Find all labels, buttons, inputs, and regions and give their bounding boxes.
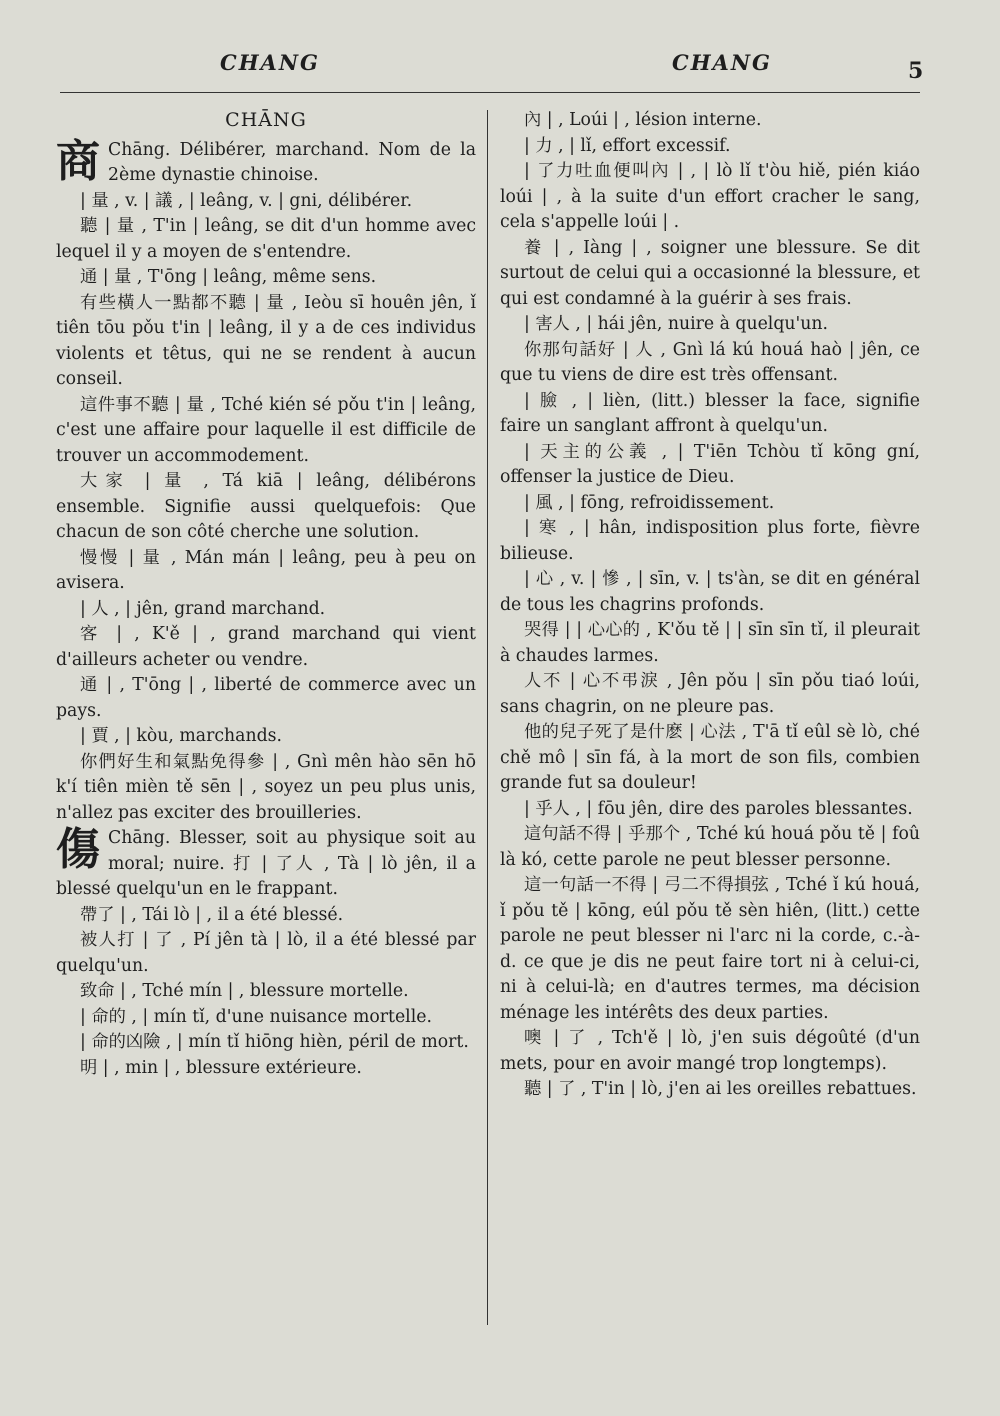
dictionary-entry [500, 1077, 920, 1103]
entry-text: | 害人 , | hái jên, nuire à quelqu'un. [524, 314, 829, 334]
dictionary-entry [56, 750, 476, 827]
entry-text: 噢 | 了 , Tch'ě | lò, j'en suis dégoûté (d'un mets, pour en avoir mangé trop longtemps). [500, 1028, 920, 1074]
dictionary-entry [500, 797, 920, 823]
dictionary-entry [500, 1026, 920, 1077]
entry-text: 慢慢 | 量 , Mán mán | leâng, peu à peu on avisera. [56, 547, 476, 593]
dictionary-entry [56, 673, 476, 724]
entry-text: 客 | , K'ě | , grand marchand qui vient d'ailleurs acheter ou vendre. [56, 624, 476, 670]
dictionary-entry [500, 312, 920, 338]
entry-text: | 天主的公義 , | T'iēn Tchòu tǐ kōng gní, offenser la justice de Dieu. [500, 441, 920, 487]
entry-text: | 量 , v. | 議 , | leâng, v. | gni, délibérer. [80, 190, 413, 211]
dictionary-entry [56, 826, 476, 903]
entry-text: 養 | , Iàng | , soigner une blessure. Se dit surtout de celui qui a occasionné la blessure, et qui est condamné à la guérir à ses frais. [500, 237, 920, 309]
dictionary-entry [56, 903, 476, 929]
dictionary-entry [500, 873, 920, 1026]
entry-text: 哭得 | | 心心的 , K'ǒu tě | | sīn sīn tǐ, il pleurait à chaudes larmes. [500, 620, 920, 666]
dictionary-entry [500, 822, 920, 873]
dictionary-entry [500, 516, 920, 567]
entry-text: 明 | , min | , blessure extérieure. [80, 1057, 362, 1078]
dictionary-entry [56, 928, 476, 979]
entry-text: | 力 , | lǐ, effort excessif. [524, 135, 731, 156]
dictionary-entry [500, 669, 920, 720]
dictionary-entry [56, 1005, 476, 1031]
left-column [56, 108, 476, 1081]
entry-text: 你那句話好 | 人 , Gnì lá kú houá haò | jên, ce que tu viens de dire est très offensant. [500, 339, 920, 385]
dictionary-entry [500, 159, 920, 236]
entry-text: 大家 | 量 , Tá kiā | leâng, délibérons ensemble. Signifie aussi quelquefois: Que chacun de son côté cherche une solution. [56, 471, 476, 542]
entry-text: | 心 , v. | 慘 , | sīn, v. | ts'àn, se dit en général de tous les chagrins profonds. [500, 569, 920, 615]
section-title: CHĀNG [225, 109, 307, 131]
entry-text: 致命 | , Tché mín | , blessure mortelle. [80, 981, 409, 1001]
page-number: 5 [908, 58, 924, 84]
column-divider [487, 110, 488, 1325]
dictionary-entry [500, 491, 920, 517]
running-title-left: CHANG [220, 50, 320, 75]
entry-text: | 臉 , | lièn, (litt.) blesser la face, signifie faire un sanglant affront à quelqu'un. [500, 390, 920, 436]
dictionary-entry [56, 622, 476, 673]
right-entries [500, 108, 920, 1103]
dictionary-entry [500, 567, 920, 618]
entry-text: 被人打 | 了 , Pí jên tà | lò, il a été blessé par quelqu'un. [56, 930, 476, 976]
entry-text: | 風 , | fōng, refroidissement. [524, 492, 775, 513]
dictionary-entry [500, 236, 920, 313]
dictionary-entry [56, 1056, 476, 1082]
head-character: 傷 [56, 824, 100, 875]
head-character: 商 [56, 135, 100, 187]
entry-text: 聽 | 量 , T'in | leâng, se dit d'un homme avec lequel il y a moyen de s'entendre. [56, 216, 476, 262]
entry-text: 通 | , T'ōng | , liberté de commerce avec un pays. [56, 675, 476, 721]
entry-text: 聽 | 了 , T'in | lò, j'en ai les oreilles rebattues. [524, 1079, 917, 1099]
dictionary-entry [56, 189, 476, 215]
dictionary-entry [56, 724, 476, 750]
entry-text: | 了力吐血便叫內 | , | lò lǐ t'òu hiě, pién kiáo loúi | , à la suite d'un effort cracher le sang, cela s'appelle loúi | . [500, 161, 920, 232]
entry-text: 內 | , Loúi | , lésion interne. [524, 110, 762, 130]
entry-text: 人不 | 心不弔淚 , Jên pǒu | sīn pǒu tiaó loúi, sans chagrin, on ne pleure pas. [500, 671, 920, 717]
dictionary-entry [56, 979, 476, 1005]
running-title-right: CHANG [672, 50, 772, 75]
dictionary-entry [56, 393, 476, 470]
entry-text: | 賈 , | kòu, marchands. [80, 726, 282, 746]
entry-text: Chāng. Blesser, soit au physique soit au moral; nuire. 打 | 了人 , Tà | lò jên, il a blessé quelqu'un en le frappant. [56, 828, 476, 899]
header-rule [60, 92, 920, 93]
entry-text: | 命的 , | mín tǐ, d'une nuisance mortelle. [80, 1006, 432, 1027]
dictionary-entry [56, 265, 476, 291]
dictionary-entry [56, 1030, 476, 1056]
left-entries [56, 135, 476, 1082]
entry-text: Chāng. Délibérer, marchand. Nom de la 2ème dynastie chinoise. [108, 139, 476, 185]
entry-text: 這句話不得 | 乎那个 , Tché kú houá pǒu tě | foû là kó, cette parole ne peut blesser personne. [500, 824, 920, 870]
dictionary-entry [56, 597, 476, 623]
entry-text: | 人 , | jên, grand marchand. [80, 598, 326, 619]
entry-text: 這件事不聽 | 量 , Tché kién sé pǒu t'in | leâng, c'est une affaire pour laquelle il est difficile de trouver un accommodement. [56, 394, 476, 466]
dictionary-entry [56, 214, 476, 265]
entry-text: 有些橫人一點都不聽 | 量 , Ieòu sī houên jên, ǐ tiên tōu pǒu t'in | leâng, il y a de ces individus violents et têtus, qui ne se rendent à aucun conseil. [56, 292, 476, 389]
dictionary-entry [500, 134, 920, 160]
entry-text: | 命的凶險 , | mín tǐ hiōng hièn, péril de mort. [80, 1032, 469, 1052]
dictionary-entry [56, 546, 476, 597]
dictionary-entry [56, 135, 476, 189]
entry-text: | 寒 , | hân, indisposition plus forte, fièvre bilieuse. [500, 518, 920, 564]
dictionary-entry [56, 291, 476, 393]
entry-text: | 乎人 , | fōu jên, dire des paroles blessantes. [524, 798, 913, 819]
dictionary-entry [56, 469, 476, 546]
dictionary-entry [500, 440, 920, 491]
entry-text: 他的兒子死了是什麽 | 心法 , T'ā tǐ eûl sè lò, ché chě mô | sīn fá, à la mort de son fils, combien grande fut sa douleur! [500, 722, 920, 793]
entry-text: 帶了 | , Tái lò | , il a été blessé. [80, 904, 344, 925]
dictionary-entry [500, 618, 920, 669]
entry-text: 你們好生和氣點免得參 | , Gnì mên hào sēn hō k'í tiên mièn tě sēn | , soyez un peu plus unis, n'allez pas exciter des brouilleries. [56, 751, 476, 823]
entry-text: 通 | 量 , T'ōng | leâng, même sens. [80, 267, 377, 287]
dictionary-entry [500, 338, 920, 389]
dictionary-entry [500, 389, 920, 440]
entry-text: 這一句話一不得 | 弓二不得損弦 , Tché ǐ kú houá, ǐ pǒu tě | kōng, eúl pǒu tě sèn hiên, (litt.) cette parole ne peut blesser ni l'arc ni la corde, c.-à-d. ce que je dis ne peut faire tort ni à celui-ci, ni à celui-là; en d'autres termes, ma décision ménage les intérêts des deux parties. [500, 875, 920, 1023]
right-column [500, 108, 920, 1103]
dictionary-entry [500, 108, 920, 134]
dictionary-entry [500, 720, 920, 797]
